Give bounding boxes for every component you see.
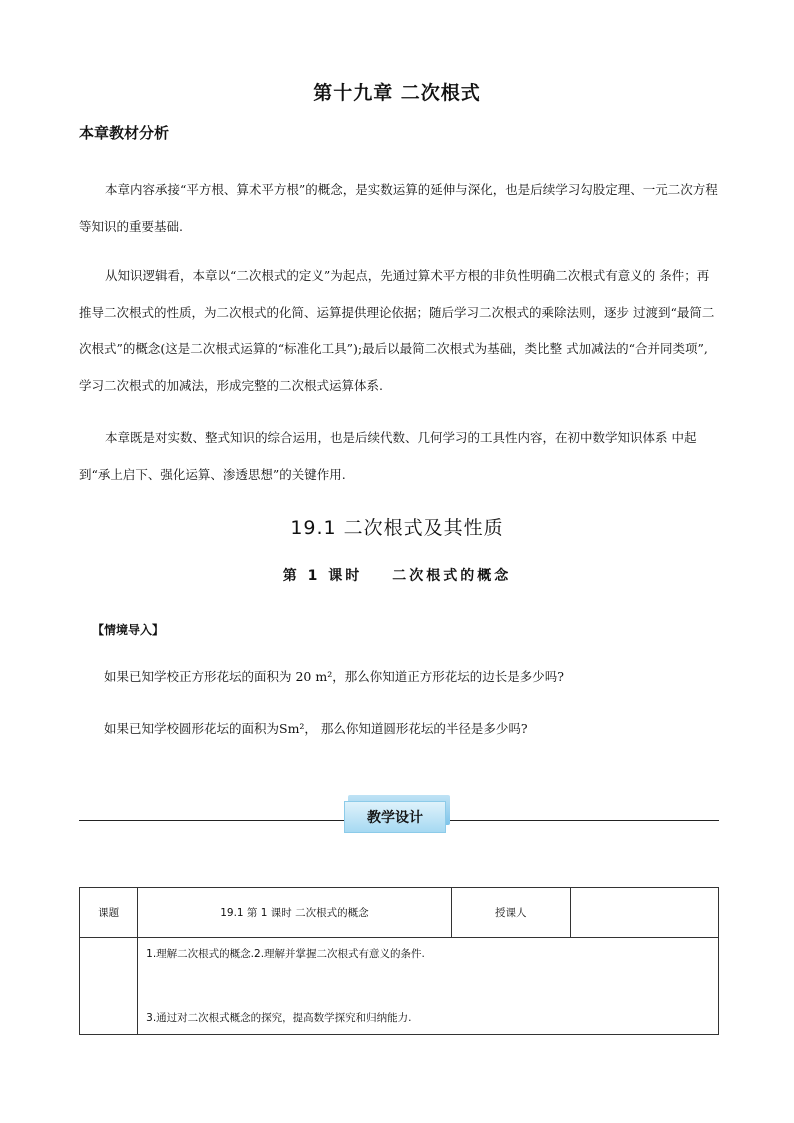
banner-label: 教学设计 [344,801,446,833]
divider-right [447,820,719,821]
analysis-heading: 本章教材分析 [79,124,170,142]
chapter-title: 第十九章 二次根式 [313,82,481,104]
teaching-design-banner [344,795,450,833]
section-title: 19.1 二次根式及其性质 [290,517,504,539]
intro-label: 【情境导入】 [92,623,165,637]
analysis-paragraph-1: 本章内容承接“平方根、算术平方根”的概念，是实数运算的延伸与深化，也是后续学习勾股定理、一元二次方程等知识的重要基础. [79,182,718,234]
topic-value-cell: 19.1 第 1 课时 二次根式的概念 [138,888,452,938]
table-row [80,888,719,938]
goal-line-2: 3.通过对二次根式概念的探究，提高数学探究和归纳能力. [146,1012,412,1024]
analysis-paragraph-2: 从知识逻辑看，本章以“二次根式的定义”为起点，先通过算术平方根的非负性明确二次根式有意义的 条件；再推导二次根式的性质，为二次根式的化简、运算提供理论依据；随后学习二次根式的乘除法则，逐步 过渡到“最简二次根式”的概念(这是二次根式运算的“标准化工具”);最后以最简二次根式为基础，类比整 式加减法的“合并同类项”,学习二次根式的加减法，形成完整的二次根式运算体系. [79,268,715,393]
intro-question-2: 如果已知学校圆形花坛的面积为Sm²， 那么你知道圆形花坛的半径是多少吗? [104,721,528,736]
intro-question-1: 如果已知学校正方形花坛的面积为 20 m²，那么你知道正方形花坛的边长是多少吗? [104,669,564,684]
teacher-value-cell [570,888,718,938]
analysis-paragraph-3: 本章既是对实数、整式知识的综合运用，也是后续代数、几何学习的工具性内容，在初中数学知识体系 中起到“承上启下、强化运算、渗透思想”的关键作用. [79,430,697,482]
lesson-number: 第 1 课时 [282,568,363,584]
goals-label-cell [80,938,138,1035]
lesson-name: 二次根式的概念 [392,568,512,584]
lesson-plan-table [79,887,719,1035]
teacher-label-cell: 授课人 [451,888,570,938]
table-row [80,938,719,1035]
topic-label-cell: 课题 [80,888,138,938]
divider-left [79,820,351,821]
goal-line-1: 1.理解二次根式的概念.2.理解并掌握二次根式有意义的条件. [146,947,425,960]
goals-cell [138,938,719,1035]
lesson-title [0,565,794,585]
